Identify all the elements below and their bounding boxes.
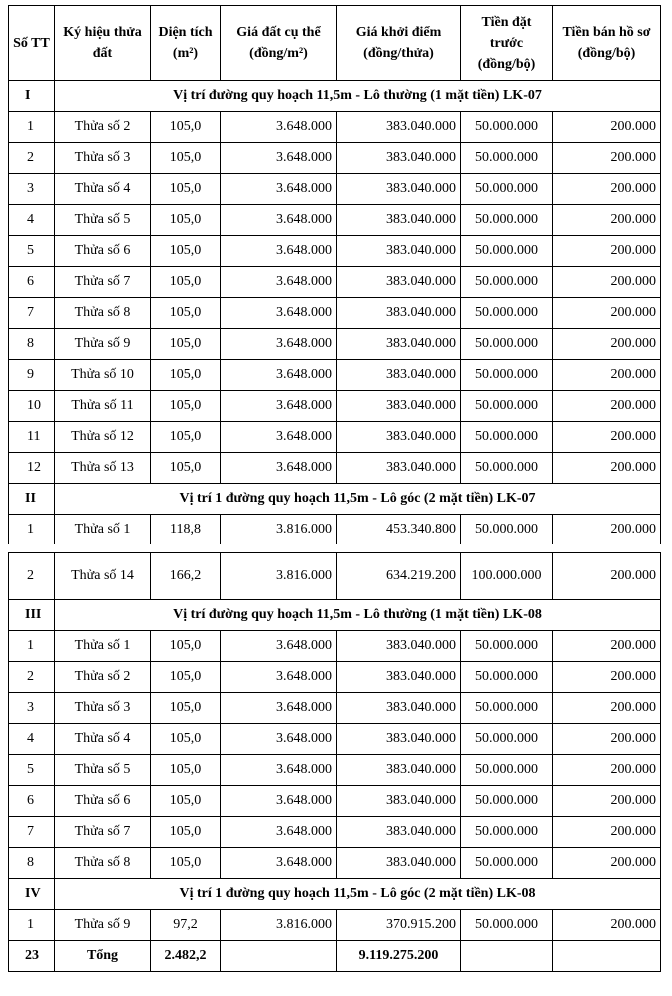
fee-cell: 200.000 [553,817,661,848]
table-body-part-1 [9,81,661,546]
area-cell: 105,0 [151,786,221,817]
tien-ban-ho-so-label: Tiền bán hồ sơ [562,25,651,40]
stt-cell: 2 [9,553,55,600]
table-row [9,298,661,329]
table-row [9,267,661,298]
section-title: Vị trí 1 đường quy hoạch 11,5m - Lô góc (2 mặt tiền) LK-07 [55,484,661,515]
page-break-gap [0,544,672,552]
starting-price-cell: 383.040.000 [337,391,461,422]
unit-price-cell: 3.648.000 [221,236,337,267]
table-row [9,910,661,941]
deposit-cell: 50.000.000 [461,848,553,879]
fee-cell: 200.000 [553,453,661,484]
parcel-cell: Thửa số 2 [55,662,151,693]
area-cell: 105,0 [151,174,221,205]
deposit-cell: 50.000.000 [461,391,553,422]
deposit-cell: 50.000.000 [461,755,553,786]
parcel-cell: Thửa số 14 [55,553,151,600]
fee-cell: 200.000 [553,267,661,298]
starting-price-cell: 383.040.000 [337,360,461,391]
stt-cell: 6 [9,786,55,817]
section-row [9,484,661,515]
fee-cell: 200.000 [553,236,661,267]
area-cell: 105,0 [151,329,221,360]
parcel-cell: Thửa số 9 [55,910,151,941]
unit-price-cell: 3.648.000 [221,755,337,786]
stt-cell: 10 [9,391,55,422]
starting-price-cell: 383.040.000 [337,848,461,879]
area-cell: 105,0 [151,422,221,453]
parcel-cell: Thửa số 8 [55,848,151,879]
area-cell: 166,2 [151,553,221,600]
deposit-cell: 50.000.000 [461,143,553,174]
table-row [9,553,661,600]
dien-tich-unit: (m²) [172,46,199,61]
section-title: Vị trí 1 đường quy hoạch 11,5m - Lô góc (2 mặt tiền) LK-08 [55,879,661,910]
unit-price-cell: 3.648.000 [221,662,337,693]
area-cell: 105,0 [151,817,221,848]
unit-price-cell: 3.648.000 [221,205,337,236]
area-cell: 105,0 [151,205,221,236]
table-row [9,174,661,205]
table-row [9,662,661,693]
deposit-cell: 50.000.000 [461,910,553,941]
unit-price-cell: 3.648.000 [221,848,337,879]
gia-khoi-diem-unit: (đồng/thửa) [363,46,434,61]
parcel-cell: Thửa số 3 [55,143,151,174]
col-dien-tich [151,6,221,81]
tien-dat-truoc-unit: (đồng/bộ) [477,56,536,72]
land-price-table-part-2 [8,552,661,972]
stt-cell: 2 [9,143,55,174]
unit-price-cell: 3.648.000 [221,143,337,174]
stt-cell: 1 [9,631,55,662]
fee-cell: 200.000 [553,786,661,817]
deposit-cell: 50.000.000 [461,817,553,848]
fee-cell: 200.000 [553,553,661,600]
area-cell: 97,2 [151,910,221,941]
fee-cell: 200.000 [553,143,661,174]
unit-price-cell: 3.648.000 [221,724,337,755]
unit-price-cell: 3.648.000 [221,267,337,298]
stt-cell: 9 [9,360,55,391]
stt-cell: 3 [9,174,55,205]
deposit-cell: 50.000.000 [461,329,553,360]
stt-cell: 8 [9,329,55,360]
parcel-cell: Thửa số 5 [55,755,151,786]
stt-cell: 3 [9,693,55,724]
area-cell: 118,8 [151,515,221,546]
area-cell: 105,0 [151,662,221,693]
fee-cell: 200.000 [553,391,661,422]
land-price-table-part-1 [8,5,661,546]
unit-price-cell: 3.648.000 [221,329,337,360]
fee-cell: 200.000 [553,298,661,329]
fee-cell: 200.000 [553,515,661,546]
total-row [9,941,661,972]
unit-price-cell: 3.648.000 [221,453,337,484]
parcel-cell: Thửa số 6 [55,236,151,267]
table-row [9,786,661,817]
starting-price-cell: 383.040.000 [337,267,461,298]
fee-cell: 200.000 [553,329,661,360]
fee-cell: 200.000 [553,910,661,941]
parcel-cell: Thửa số 2 [55,112,151,143]
total-unit-empty [221,941,337,972]
unit-price-cell: 3.816.000 [221,910,337,941]
table-row [9,631,661,662]
fee-cell: 200.000 [553,422,661,453]
table-body-part-2 [9,553,661,972]
area-cell: 105,0 [151,848,221,879]
fee-cell: 200.000 [553,848,661,879]
table-row [9,236,661,267]
table-row [9,205,661,236]
col-tien-dat-truoc [461,6,553,81]
parcel-cell: Thửa số 1 [55,515,151,546]
deposit-cell: 50.000.000 [461,298,553,329]
unit-price-cell: 3.816.000 [221,553,337,600]
section-title: Vị trí đường quy hoạch 11,5m - Lô thường (1 mặt tiền) LK-08 [55,600,661,631]
fee-cell: 200.000 [553,693,661,724]
fee-cell: 200.000 [553,631,661,662]
fee-cell: 200.000 [553,205,661,236]
fee-cell: 200.000 [553,360,661,391]
starting-price-cell: 383.040.000 [337,693,461,724]
starting-price-cell: 383.040.000 [337,631,461,662]
stt-cell: 8 [9,848,55,879]
starting-price-cell: 383.040.000 [337,422,461,453]
fee-cell: 200.000 [553,755,661,786]
stt-cell: 6 [9,267,55,298]
unit-price-cell: 3.648.000 [221,631,337,662]
col-tien-ban-ho-so [553,6,661,81]
deposit-cell: 50.000.000 [461,422,553,453]
section-number: I [9,81,55,112]
unit-price-cell: 3.648.000 [221,298,337,329]
col-gia-dat [221,6,337,81]
table-row [9,693,661,724]
starting-price-cell: 383.040.000 [337,453,461,484]
deposit-cell: 50.000.000 [461,786,553,817]
gia-dat-unit: (đồng/m²) [249,46,308,61]
table-row [9,360,661,391]
stt-cell: 12 [9,453,55,484]
deposit-cell: 50.000.000 [461,112,553,143]
deposit-cell: 50.000.000 [461,662,553,693]
section-number: II [9,484,55,515]
table-row [9,391,661,422]
deposit-cell: 50.000.000 [461,205,553,236]
area-cell: 105,0 [151,391,221,422]
starting-price-cell: 370.915.200 [337,910,461,941]
table-row [9,515,661,546]
stt-cell: 1 [9,910,55,941]
starting-price-cell: 383.040.000 [337,755,461,786]
unit-price-cell: 3.648.000 [221,174,337,205]
area-cell: 105,0 [151,724,221,755]
starting-price-cell: 383.040.000 [337,236,461,267]
parcel-cell: Thửa số 4 [55,724,151,755]
unit-price-cell: 3.648.000 [221,693,337,724]
stt-cell: 4 [9,205,55,236]
deposit-cell: 50.000.000 [461,453,553,484]
parcel-cell: Thửa số 4 [55,174,151,205]
gia-khoi-diem-label: Giá khởi điểm [355,25,442,40]
deposit-cell: 50.000.000 [461,236,553,267]
starting-price-cell: 383.040.000 [337,112,461,143]
table-row [9,422,661,453]
area-cell: 105,0 [151,112,221,143]
table-row [9,329,661,360]
section-row [9,81,661,112]
table-row [9,143,661,174]
parcel-cell: Thửa số 3 [55,693,151,724]
unit-price-cell: 3.648.000 [221,391,337,422]
stt-cell: 5 [9,236,55,267]
total-deposit-empty [461,941,553,972]
total-area: 2.482,2 [151,941,221,972]
section-number: IV [9,879,55,910]
area-cell: 105,0 [151,693,221,724]
gia-dat-label: Giá đất cụ thể [236,25,321,40]
table-row [9,724,661,755]
section-title: Vị trí đường quy hoạch 11,5m - Lô thường (1 mặt tiền) LK-07 [55,81,661,112]
starting-price-cell: 383.040.000 [337,817,461,848]
unit-price-cell: 3.648.000 [221,360,337,391]
starting-price-cell: 383.040.000 [337,786,461,817]
area-cell: 105,0 [151,298,221,329]
starting-price-cell: 383.040.000 [337,329,461,360]
area-cell: 105,0 [151,755,221,786]
deposit-cell: 50.000.000 [461,174,553,205]
total-fee-empty [553,941,661,972]
starting-price-cell: 383.040.000 [337,174,461,205]
total-count: 23 [9,941,55,972]
area-cell: 105,0 [151,143,221,174]
unit-price-cell: 3.648.000 [221,817,337,848]
starting-price-cell: 634.219.200 [337,553,461,600]
parcel-cell: Thửa số 1 [55,631,151,662]
total-price: 9.119.275.200 [337,941,461,972]
area-cell: 105,0 [151,631,221,662]
unit-price-cell: 3.648.000 [221,422,337,453]
col-ky-hieu: Ký hiệu thửa đất [55,6,151,81]
parcel-cell: Thửa số 12 [55,422,151,453]
stt-cell: 5 [9,755,55,786]
deposit-cell: 50.000.000 [461,267,553,298]
parcel-cell: Thửa số 7 [55,267,151,298]
section-row [9,879,661,910]
unit-price-cell: 3.816.000 [221,515,337,546]
stt-cell: 1 [9,112,55,143]
parcel-cell: Thửa số 9 [55,329,151,360]
deposit-cell: 50.000.000 [461,724,553,755]
table-row [9,848,661,879]
stt-cell: 2 [9,662,55,693]
parcel-cell: Thửa số 13 [55,453,151,484]
table-row [9,817,661,848]
starting-price-cell: 383.040.000 [337,143,461,174]
fee-cell: 200.000 [553,662,661,693]
col-stt: Số TT [9,6,55,81]
deposit-cell: 50.000.000 [461,631,553,662]
total-label: Tổng [55,941,151,972]
deposit-cell: 50.000.000 [461,360,553,391]
parcel-cell: Thửa số 11 [55,391,151,422]
stt-cell: 11 [9,422,55,453]
fee-cell: 200.000 [553,724,661,755]
area-cell: 105,0 [151,453,221,484]
deposit-cell: 50.000.000 [461,693,553,724]
unit-price-cell: 3.648.000 [221,112,337,143]
table-row [9,453,661,484]
unit-price-cell: 3.648.000 [221,786,337,817]
tien-ban-ho-so-unit: (đồng/bộ) [577,46,636,61]
parcel-cell: Thửa số 7 [55,817,151,848]
stt-cell: 7 [9,817,55,848]
parcel-cell: Thửa số 10 [55,360,151,391]
header-row [9,6,661,81]
area-cell: 105,0 [151,360,221,391]
fee-cell: 200.000 [553,112,661,143]
table-row [9,755,661,786]
deposit-cell: 50.000.000 [461,515,553,546]
parcel-cell: Thửa số 5 [55,205,151,236]
stt-cell: 1 [9,515,55,546]
fee-cell: 200.000 [553,174,661,205]
parcel-cell: Thửa số 8 [55,298,151,329]
starting-price-cell: 383.040.000 [337,724,461,755]
table-row [9,112,661,143]
section-row [9,600,661,631]
section-number: III [9,600,55,631]
col-gia-khoi-diem [337,6,461,81]
starting-price-cell: 383.040.000 [337,205,461,236]
area-cell: 105,0 [151,267,221,298]
stt-cell: 7 [9,298,55,329]
parcel-cell: Thửa số 6 [55,786,151,817]
stt-cell: 4 [9,724,55,755]
dien-tich-label: Diện tích [158,25,213,40]
area-cell: 105,0 [151,236,221,267]
starting-price-cell: 383.040.000 [337,298,461,329]
tien-dat-truoc-label: Tiền đặt trước [481,14,532,51]
starting-price-cell: 383.040.000 [337,662,461,693]
deposit-cell: 100.000.000 [461,553,553,600]
starting-price-cell: 453.340.800 [337,515,461,546]
